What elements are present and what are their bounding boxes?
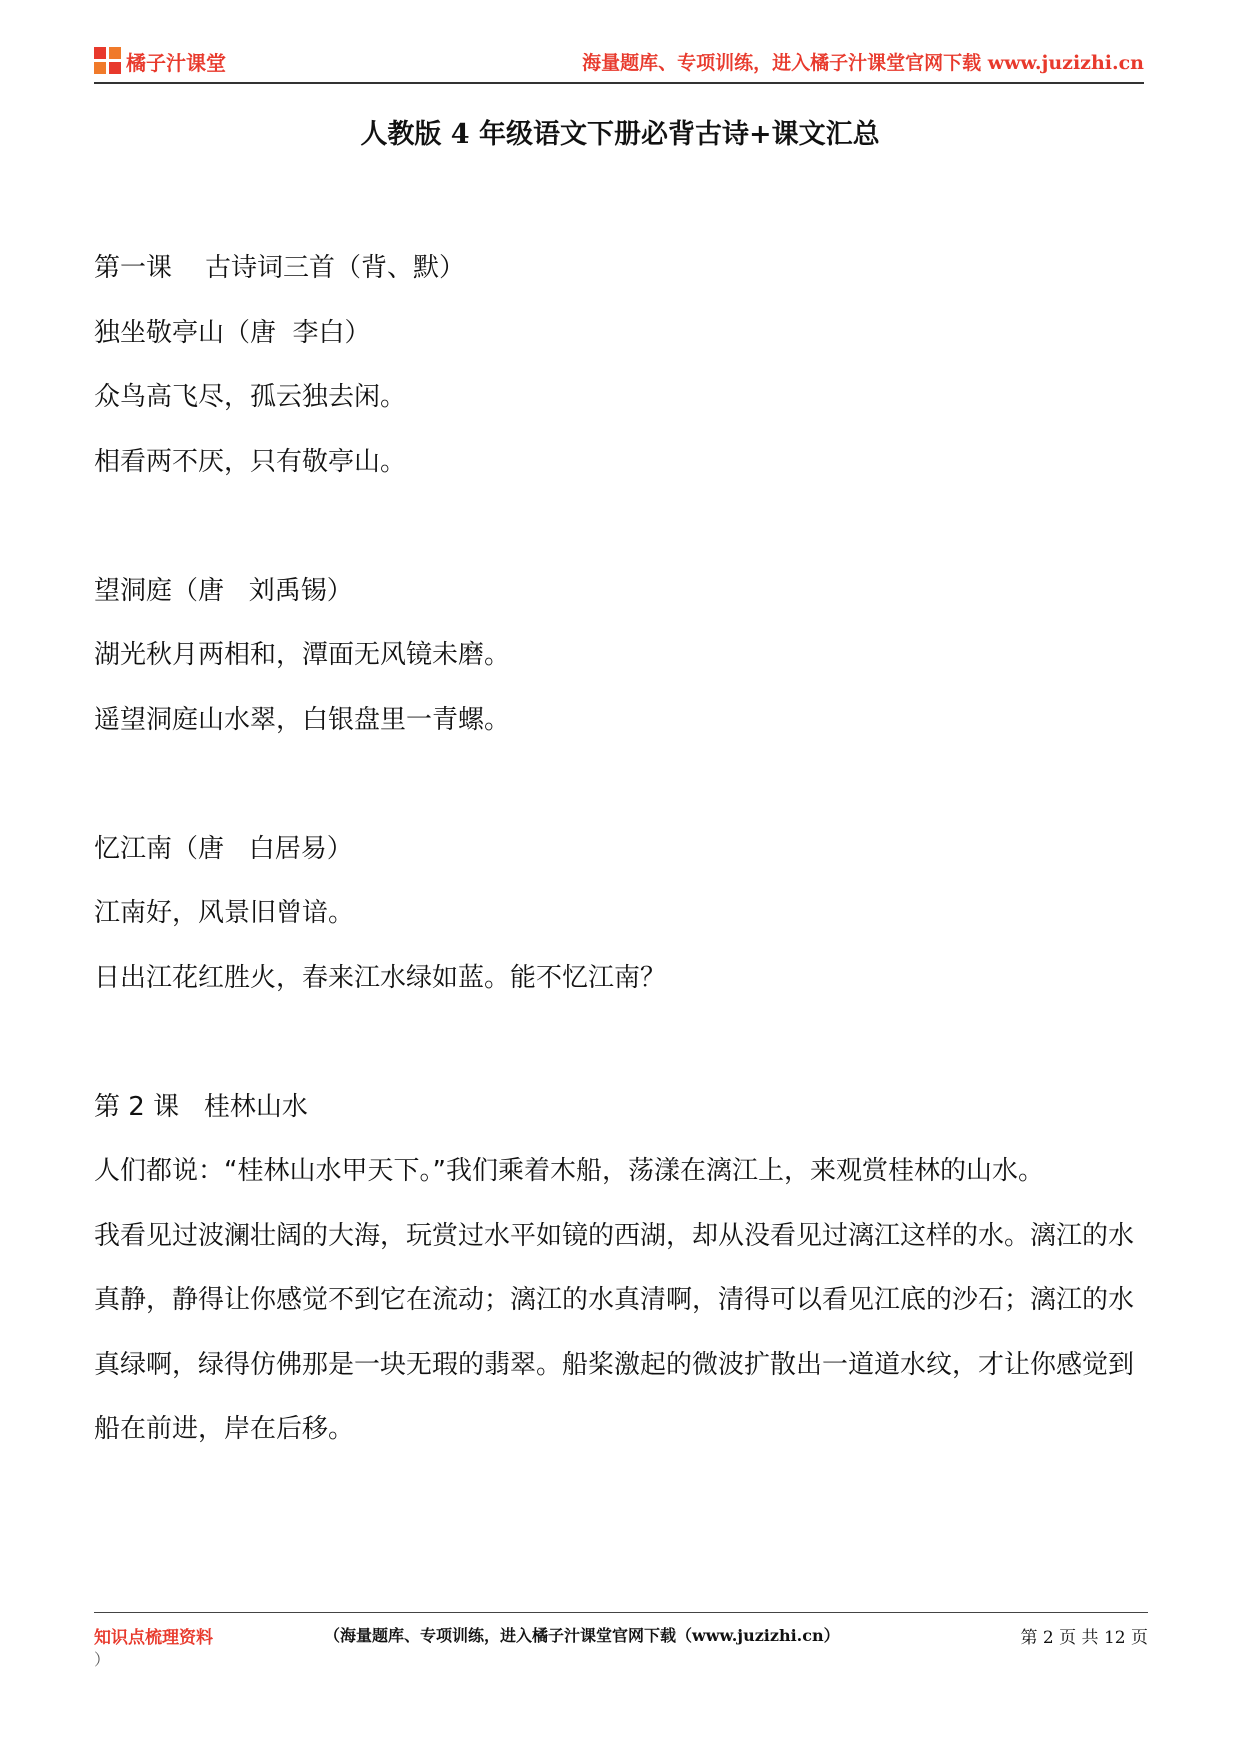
lesson-heading: 第一课 古诗词三首（背、默） bbox=[94, 253, 466, 283]
spacer bbox=[94, 494, 1150, 559]
document-body bbox=[94, 236, 1150, 1462]
logo-text: 橘子汁课堂 bbox=[126, 50, 226, 75]
footer-paren: ） bbox=[94, 1650, 111, 1669]
poem-title: 独坐敬亭山（唐 李白） bbox=[94, 317, 371, 348]
page-number: 第 2 页 共 12 页 bbox=[1020, 1628, 1148, 1648]
header-promo-text: 海量题库、专项训练，进入橘子汁课堂官网下载 www.juzizhi.cn bbox=[582, 52, 1144, 74]
page-header bbox=[94, 42, 1144, 84]
document-title: 人教版 4 年级语文下册必背古诗+课文汇总 bbox=[360, 119, 880, 150]
spacer bbox=[94, 1010, 1150, 1075]
poem-line: 湖光秋月两相和，潭面无风镜未磨。 bbox=[94, 640, 511, 670]
footer-label: 知识点梳理资料 bbox=[94, 1628, 213, 1648]
logo-icon bbox=[94, 47, 122, 75]
page-footer bbox=[94, 1612, 1148, 1669]
footer-promo-text: （海量题库、专项训练，进入橘子汁课堂官网下载（www.juzizhi.cn） bbox=[324, 1626, 840, 1645]
poem-line: 日出江花红胜火，春来江水绿如蓝。能不忆江南？ bbox=[94, 962, 667, 993]
logo bbox=[94, 44, 226, 78]
text-paragraph: 我看见过波澜壮阔的大海，玩赏过水平如镜的西湖，却从没看见过漓江这样的水。漓江的水真静，静得让你感觉不到它在流动；漓江的水真清啊，清得可以看见江底的沙石；漓江的水真绿啊，绿得仿佛那是一块无瑕的翡翠。船桨激起的微波扩散出一道道水纹，才让你感觉到船在前进，岸在后移。 bbox=[94, 1220, 1135, 1444]
spacer bbox=[94, 752, 1150, 817]
poem-title: 忆江南（唐 白居易） bbox=[94, 833, 353, 864]
poem-title: 望洞庭（唐 刘禹锡） bbox=[94, 575, 353, 606]
poem-line: 遥望洞庭山水翠，白银盘里一青螺。 bbox=[94, 704, 511, 735]
poem-line: 相看两不厌，只有敬亭山。 bbox=[94, 446, 407, 477]
text-paragraph: 人们都说：“桂林山水甲天下。”我们乘着木船，荡漾在漓江上，来观赏桂林的山水。 bbox=[94, 1156, 1044, 1186]
poem-line: 江南好，风景旧曾谙。 bbox=[94, 898, 355, 928]
poem-line: 众鸟高飞尽，孤云独去闲。 bbox=[94, 382, 407, 412]
lesson-heading: 第 2 课 桂林山水 bbox=[94, 1091, 308, 1122]
